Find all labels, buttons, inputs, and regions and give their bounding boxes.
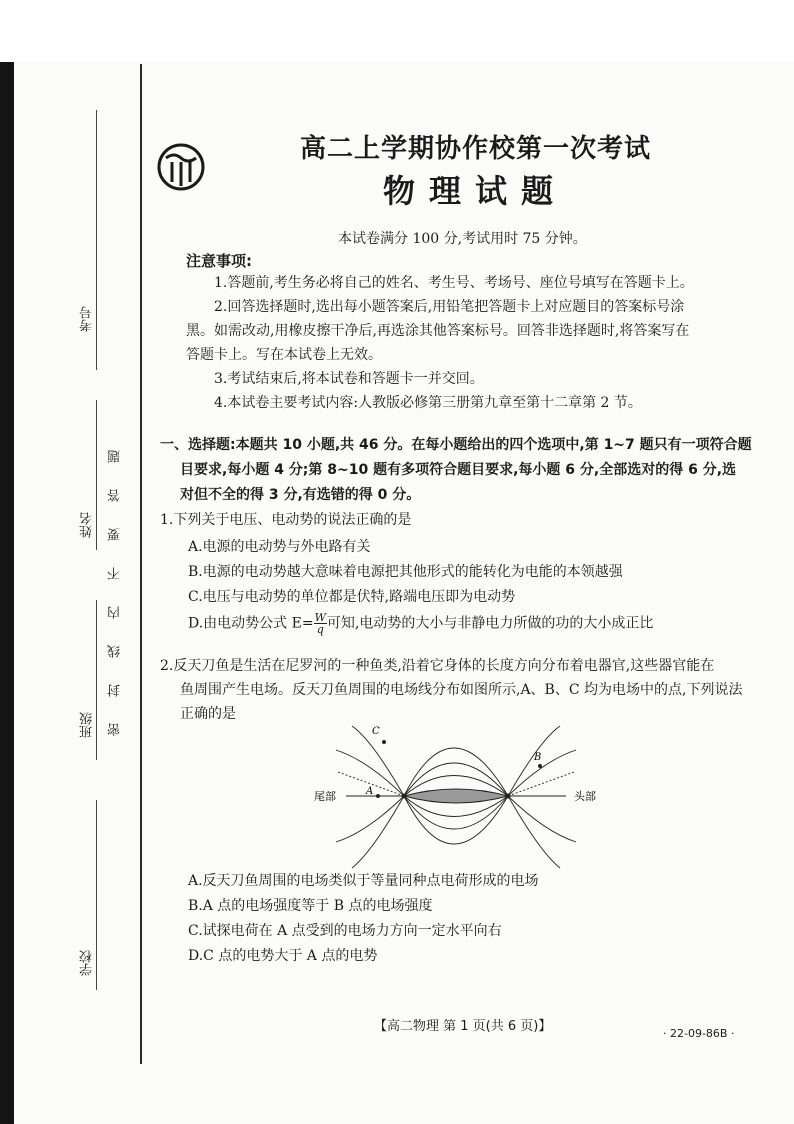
notice-line: 黑。如需改动,用橡皮擦干净后,再选涂其他答案标号。回答非选择题时,将答案写在 [186,323,690,339]
field-class-rule [96,600,97,760]
fish-body [404,789,508,803]
field-line-figure [312,720,612,880]
section-instructions: 对但不全的得 3 分,有选错的得 0 分。 [180,487,421,503]
dashed-line [508,772,574,796]
section-instructions: 一、选择题:本题共 10 小题,共 46 分。在每小题给出的四个选项中,第 1~7 题只有一项符合题 [160,437,752,453]
notice-line: 4.本试卷主要考试内容:人教版必修第三册第九章至第十二章第 2 节。 [214,395,642,411]
point-b-marker [538,764,542,768]
point-b-label: B [534,752,542,763]
question-2-stem: 2.反天刀鱼是生活在尼罗河的一种鱼类,沿着它身体的长度方向分布着电器官,这些器官能在 [160,658,715,674]
field-line [508,796,576,842]
question-1-option-a: A.电源的电动势与外电路有关 [188,539,371,555]
emf-fraction [314,612,327,635]
paper-code: · 22-09-86B · [663,1027,735,1040]
question-2-stem: 鱼周围产生电场。反天刀鱼周围的电场线分布如图所示,A、B、C 均为电场中的点,下列说法 [180,682,743,698]
field-line [336,796,404,842]
exam-title: 高二上学期协作校第一次考试 [300,134,652,164]
notice-heading: 注意事项: [186,252,252,270]
field-name-label: 姓名 [80,512,95,538]
field-line [508,750,576,796]
field-exam-number-label: 考号 [80,306,95,332]
publisher-logo-icon [156,142,206,192]
question-2-option-b: B.A 点的电场强度等于 B 点的电场强度 [188,898,433,914]
field-school-rule [96,800,97,990]
question-2-option-c: C.试探电荷在 A 点受到的电场力方向一定水平向右 [188,923,502,939]
head-label: 头部 [574,790,596,803]
tail-charge [402,794,407,799]
notice-line: 3.考试结束后,将本试卷和答题卡一并交回。 [214,371,484,387]
field-line [508,796,560,868]
point-c-marker [382,740,386,744]
field-name-rule [96,400,97,550]
field-exam-number-rule [96,110,97,370]
question-1-stem: 1.下列关于电压、电动势的说法正确的是 [160,512,412,528]
exam-subject: 物理试题 [383,172,568,210]
exam-subtitle: 本试卷满分 100 分,考试用时 75 分钟。 [338,231,587,247]
page-footer: 【高二物理 第 1 页(共 6 页)】 [374,1019,552,1034]
fraction-denominator: q [316,623,324,636]
seal-warning: 密封线内不要答题 [108,424,123,736]
notice-line: 2.回答选择题时,选出每小题答案后,用铅笔把答题卡上对应题目的答案标号涂 [214,299,685,315]
question-1-option-d [188,612,653,635]
question-2-option-a: A.反天刀鱼周围的电场类似于等量同种点电荷形成的电场 [188,873,539,889]
fraction-numerator: W [314,611,326,624]
scan-top-margin [0,0,794,62]
point-a-marker [376,794,380,798]
notice-line: 答题卡上。写在本试卷上无效。 [186,347,382,363]
scan-dark-edge [0,62,14,1124]
option-d-suffix: 可知,电动势的大小与非静电力所做的功的大小成正比 [326,615,654,632]
field-school-label: 学校 [80,950,95,976]
field-line [352,796,404,868]
tail-label: 尾部 [314,790,336,803]
question-1-option-b: B.电源的电动势越大意味着电源把其他形式的能转化为电能的本领越强 [188,564,623,580]
notice-line: 1.答题前,考生务必将自己的姓名、考生号、考场号、座位号填写在答题卡上。 [214,275,694,291]
section-instructions: 目要求,每小题 4 分;第 8~10 题有多项符合题目要求,每小题 6 分,全部选对的得 6 分,选 [180,462,737,478]
point-c-label: C [372,726,380,737]
binding-line [140,64,142,1064]
question-2-option-d: D.C 点的电势大于 A 点的电势 [188,948,378,964]
point-a-label: A [366,786,374,797]
head-charge [506,794,511,799]
question-1-option-c: C.电压与电动势的单位都是伏特,路端电压即为电动势 [188,589,516,605]
option-d-prefix: D.由电动势公式 E= [188,615,314,632]
question-2-stem: 正确的是 [180,706,236,722]
field-class-label: 班级 [80,712,95,738]
